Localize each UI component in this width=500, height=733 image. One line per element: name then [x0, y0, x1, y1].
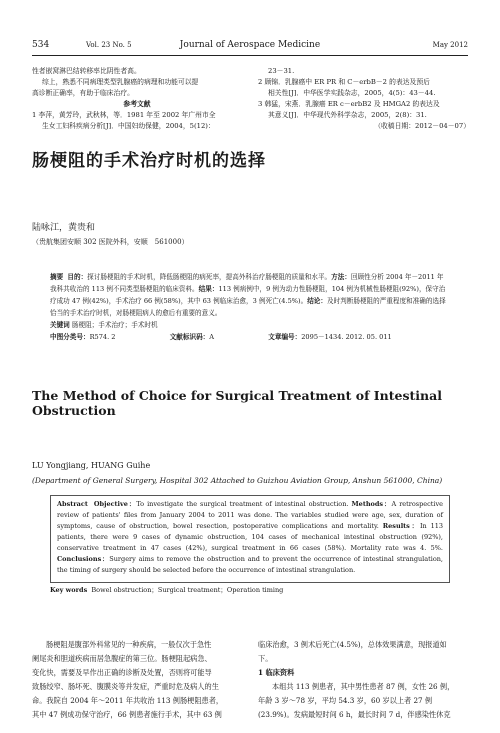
purpose-label: 目的： — [67, 273, 88, 281]
body-line: 其中 47 例成功保守治疗，66 例患者施行手术，其中 63 例 — [32, 710, 222, 719]
methods-label: Methods： — [351, 500, 392, 508]
article-title-cn: 肠梗阻的手术治疗时机的选择 — [32, 151, 266, 171]
keywords-cn — [50, 319, 450, 331]
body-line: 下。 — [258, 654, 273, 663]
conclusions-label: Conclusions： — [57, 555, 110, 563]
affiliation-cn: （贵航集团安顺 302 医院外科，安顺 561000） — [32, 238, 189, 246]
conclusion-label: 结论： — [307, 297, 327, 305]
keywords-text: 肠梗阻；手术治疗；手术时机 — [71, 321, 158, 329]
body-line: 阑尾炎和胆道疾病而居急腹症的第三位。肠梗阻起病急、 — [32, 654, 212, 663]
keywords-label: 关键词 — [50, 321, 70, 329]
journal-name: Journal of Aerospace Medicine — [179, 40, 321, 50]
abstract-body — [50, 271, 450, 319]
page-number: 534 — [32, 40, 50, 50]
body-line: 命。我院自 2004 年～2011 年共收治 113 例肠梗阻患者， — [32, 696, 224, 705]
body-line: 临床治愈，3 例术后死亡(4.5%)，总体效果满意，现报道如 — [258, 640, 447, 649]
reference-item: 1 李萍，黄芳玲，武秋林，等．1981 年至 2002 年广州市全 — [32, 111, 216, 119]
abstract-en-body — [57, 499, 443, 576]
body-column-right — [258, 638, 470, 722]
body-line: 年龄 3 岁～78 岁，平均 54.3 岁，60 岁以上者 27 例 — [258, 696, 433, 705]
references-continued — [258, 66, 470, 132]
keywords-en — [50, 585, 283, 594]
methods-text: A retrospective review of patients' files from January 2004 to 2011 was done. The variables studied were age, sex, duration of symptoms, cause of obstruction, bowel resection, postoperative complications and mortality. — [57, 500, 443, 530]
running-header — [32, 40, 468, 54]
body-line: (23.9%)。发病最短时间 6 h，最长时间 7 d，伴感染性休克 — [258, 710, 451, 719]
abstract-en — [50, 495, 450, 583]
body-line: 致肠绞窄、肠坏死、腹膜炎等并发症，严重时危及病人的生 — [32, 682, 219, 691]
doc-code-value: A — [209, 333, 215, 341]
method-text: 回顾性分析 2004 年－2011 年我科共收治的 113 例不同类型肠梗阻的临床资料。 — [50, 273, 444, 293]
previous-article-tail — [32, 66, 242, 132]
issue-date: May 2012 — [432, 41, 468, 49]
references-heading: 参考文献 — [123, 100, 151, 108]
conclusions-text: Surgery aims to remove the obstruction and to prevent the occurrence of intestinal strangulation, the timing of surgery should be selected before the occurrence of intestinal strangulation. — [57, 555, 443, 574]
text-line: 高诊断正确率，有助于临床治疗。 — [32, 89, 134, 97]
keywords-en-label: Key words — [50, 586, 88, 594]
affiliation-en: (Department of General Surgery, Hospital 302 Attached to Guizhou Aviation Group, Anshun 561000, China) — [32, 476, 443, 485]
result-text: 113 例病例中，9 例为动力性肠梗阻，104 例为机械性肠梗阻(92%)，保守治疗成功 47 例(42%)，手术治疗 66 例(58%)，其中 63 例临床治愈，3 例死亡(4.5%)。 — [50, 285, 446, 305]
abstract-cn — [50, 271, 450, 343]
method-label: 方法： — [331, 273, 351, 281]
results-text: In 113 patients, there were 9 cases of dynamic obstruction, 104 cases of mechanical intestinal obstruction (92%), conservative treatment in 47 cases (42%), surgical treatment in 66 cases (58%). Mortality rate was 4. 5%. — [57, 522, 443, 552]
header-rule — [32, 55, 468, 56]
keywords-en-text: Bowel obstruction；Surgical treatment；Operation timing — [91, 586, 284, 594]
results-label: Results： — [382, 522, 420, 530]
article-number-value: 2095－1434. 2012. 05. 011 — [301, 333, 392, 341]
objective-label: Objective： — [93, 500, 137, 508]
purpose-text: 探讨肠梗阻的手术时机，降低肠梗阻的病死率，提高外科治疗肠梗阻的质量和水平。 — [87, 273, 332, 281]
reference-item: 3 韩猛，宋燕．乳腺癌 ER c－erbB2 及 HMGA2 的表达及 — [258, 100, 440, 108]
article-title-en: The Method of Choice for Surgical Treatment of Intestinal Obstruction — [32, 388, 442, 418]
authors-en: LU Yongjiang, HUANG Guihe — [32, 461, 151, 470]
volume-issue: Vol. 23 No. 5 — [86, 41, 132, 49]
reference-item: 其意义[J]．中华现代外科学杂志，2005，2(8)：31. — [268, 111, 427, 119]
text-line: 性者嵌窝淋巴结转移率比阴性者高。 — [32, 67, 141, 75]
conclusion-text: 及时判断肠梗阻的严重程度和准确的选择恰当的手术治疗时机，对肠梗阻病人的愈后有重要的意义。 — [50, 297, 446, 317]
reference-item: 生女工妇科疾病分析[J]．中国妇幼保健，2004，5(12)： — [42, 122, 215, 130]
body-line: 肠梗阻是腹部外科常见的一种疾病，一般仅次于急性 — [46, 640, 212, 649]
abstract-label: 摘要 — [50, 273, 64, 281]
article-number-label: 文章编号： — [268, 333, 302, 341]
received-date: （收稿日期：2012－04－07） — [374, 122, 470, 130]
abstract-en-label: Abstract — [57, 500, 88, 508]
section-heading: 1 临床资料 — [258, 668, 295, 677]
clc-label: 中图分类号： — [50, 333, 90, 341]
classification-line — [50, 331, 450, 343]
authors-cn: 陆咏江，黄贵和 — [32, 223, 96, 233]
doc-code-label: 文献标识码： — [169, 333, 210, 341]
body-line: 变化快，需要及早作出正确的诊断及处置，否则将可能导 — [32, 668, 212, 677]
body-column-left — [32, 638, 244, 722]
text-line: 综上，熟悉不同病理类型乳腺癌的病理和功能可以提 — [42, 78, 199, 86]
reference-item: 2 顾锦．乳腺癌中 ER PR 和 C－erbB－2 的表达及预后 — [258, 78, 430, 86]
body-line: 本组共 113 例患者，其中男性患者 87 例，女性 26 例， — [272, 682, 455, 691]
clc-value: R574. 2 — [89, 333, 116, 341]
reference-item: 相关性[J]．中华医学实践杂志，2005，4(5)：43－44. — [268, 89, 436, 97]
objective-text: To investigate the surgical treatment of intestinal obstruction. — [136, 500, 349, 508]
result-label: 结果： — [198, 285, 219, 293]
reference-item: 23－31. — [268, 67, 295, 75]
